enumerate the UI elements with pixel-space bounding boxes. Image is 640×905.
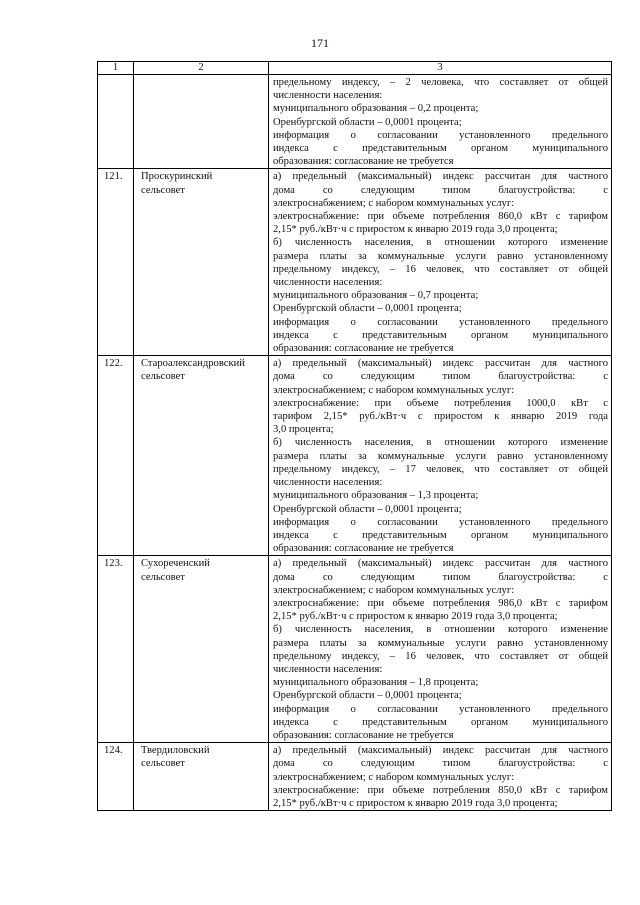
document-table xyxy=(97,61,612,811)
description-line: 2,15* руб./кВт·ч с приростом к январю 2019 года 3,0 процента; xyxy=(273,224,558,236)
description-line: электроснабжением; с набором коммунальных услуг: xyxy=(273,197,515,209)
description-line: Оренбургской области – 0,0001 процента; xyxy=(273,690,462,702)
description-line: индекса с представительным органом муниципального xyxy=(273,329,608,341)
description-line: дома со следующим типом благоустройства: с xyxy=(273,184,608,196)
description-line: муниципального образования – 1,8 процента; xyxy=(273,677,479,689)
municipality-name-line: Проскуринский xyxy=(141,171,213,183)
description-line: предельному индексу, – 16 человек, что составляет от общей xyxy=(273,650,608,662)
description-line: б) численность населения, в отношении которого изменение xyxy=(273,237,608,249)
description-line: образования: согласование не требуется xyxy=(273,543,454,555)
description-line: образования: согласование не требуется xyxy=(273,156,454,168)
description-line: размера платы за коммунальные услуги равно установленному xyxy=(273,450,608,462)
index-description xyxy=(269,743,612,811)
description-line: электроснабжением; с набором коммунальных услуг: xyxy=(273,771,515,783)
description-line: а) предельный (максимальный) индекс рассчитан для частного xyxy=(273,558,608,570)
municipality-name xyxy=(134,743,269,811)
description-line: образования: согласование не требуется xyxy=(273,343,454,355)
description-line: электроснабжением; с набором коммунальных услуг: xyxy=(273,384,515,396)
description-line: индекса с представительным органом муниципального xyxy=(273,716,608,728)
municipality-name-line: сельсовет xyxy=(141,371,185,383)
description-line: Оренбургской области – 0,0001 процента; xyxy=(273,116,462,128)
municipality-name-line: сельсовет xyxy=(141,184,185,196)
description-line: а) предельный (максимальный) индекс рассчитан для частного xyxy=(273,358,608,370)
municipality-name xyxy=(134,169,269,356)
description-line: б) численность населения, в отношении которого изменение xyxy=(273,624,608,636)
description-line: информация о согласовании установленного предельного xyxy=(273,129,608,141)
description-line: Оренбургской области – 0,0001 процента; xyxy=(273,303,462,315)
description-line: дома со следующим типом благоустройства: с xyxy=(273,371,608,383)
municipality-name xyxy=(134,556,269,743)
row-number xyxy=(98,75,134,169)
description-line: электроснабжение: при объеме потребления 1000,0 кВт с xyxy=(273,397,608,409)
description-line: муниципального образования – 0,2 процента; xyxy=(273,103,479,115)
index-description xyxy=(269,169,612,356)
row-number: 124. xyxy=(98,743,134,811)
municipality-name-line: Сухореченский xyxy=(141,558,210,570)
description-line: предельному индексу, – 16 человек, что составляет от общей xyxy=(273,263,608,275)
description-line: муниципального образования – 1,3 процента; xyxy=(273,490,479,502)
description-line: численности населения: xyxy=(273,277,383,289)
description-line: электроснабжение: при объеме потребления 860,0 кВт с тарифом xyxy=(273,211,608,223)
description-line: размера платы за коммунальные услуги равно установленному xyxy=(273,637,608,649)
description-line: электроснабжением; с набором коммунальных услуг: xyxy=(273,584,515,596)
description-line: дома со следующим типом благоустройства: с xyxy=(273,758,608,770)
description-line: индекса с представительным органом муниципального xyxy=(273,143,608,155)
description-line: Оренбургской области – 0,0001 процента; xyxy=(273,503,462,515)
column-header-1: 1 xyxy=(98,62,134,75)
description-line: предельному индексу, – 17 человек, что составляет от общей xyxy=(273,463,608,475)
description-line: а) предельный (максимальный) индекс рассчитан для частного xyxy=(273,745,608,757)
municipality-name-line: сельсовет xyxy=(141,758,185,770)
table-row xyxy=(98,743,612,811)
row-number: 121. xyxy=(98,169,134,356)
description-line: численности населения: xyxy=(273,663,383,675)
description-line: электроснабжение: при объеме потребления 986,0 кВт с тарифом xyxy=(273,597,608,609)
description-line: б) численность населения, в отношении которого изменение xyxy=(273,437,608,449)
column-header-2: 2 xyxy=(134,62,269,75)
municipality-name xyxy=(134,356,269,556)
description-line: численности населения: xyxy=(273,477,383,489)
municipality-name-line: Староалександровский xyxy=(141,358,245,370)
table-row xyxy=(98,356,612,556)
description-line: численности населения: xyxy=(273,90,383,102)
description-line: образования: согласование не требуется xyxy=(273,729,454,741)
municipality-name xyxy=(134,75,269,169)
description-line: тарифом 2,15* руб./кВт·ч с приростом к январю 2019 года xyxy=(273,411,608,423)
description-line: информация о согласовании установленного предельного xyxy=(273,703,608,715)
description-line: 2,15* руб./кВт·ч с приростом к январю 2019 года 3,0 процента; xyxy=(273,611,558,623)
description-line: электроснабжение: при объеме потребления 850,0 кВт с тарифом xyxy=(273,784,608,796)
index-description xyxy=(269,556,612,743)
description-line: муниципального образования – 0,7 процента; xyxy=(273,290,479,302)
description-line: дома со следующим типом благоустройства: с xyxy=(273,571,608,583)
municipality-name-line: сельсовет xyxy=(141,571,185,583)
page-number: 171 xyxy=(311,36,329,50)
description-line: информация о согласовании установленного предельного xyxy=(273,316,608,328)
municipality-name-line: Твердиловский xyxy=(141,745,210,757)
description-line: размера платы за коммунальные услуги равно установленному xyxy=(273,250,608,262)
column-header-3: 3 xyxy=(269,62,612,75)
table-row xyxy=(98,556,612,743)
row-number: 122. xyxy=(98,356,134,556)
description-line: а) предельный (максимальный) индекс рассчитан для частного xyxy=(273,171,608,183)
table-header-row xyxy=(98,62,612,75)
row-number: 123. xyxy=(98,556,134,743)
description-line: информация о согласовании установленного предельного xyxy=(273,516,608,528)
description-line: индекса с представительным органом муниципального xyxy=(273,529,608,541)
index-description xyxy=(269,75,612,169)
table-row xyxy=(98,75,612,169)
description-line: 3,0 процента; xyxy=(273,424,334,436)
description-line: 2,15* руб./кВт·ч с приростом к январю 2019 года 3,0 процента; xyxy=(273,797,558,809)
index-description xyxy=(269,356,612,556)
table-row xyxy=(98,169,612,356)
description-line: предельному индексу, – 2 человека, что составляет от общей xyxy=(273,77,608,88)
